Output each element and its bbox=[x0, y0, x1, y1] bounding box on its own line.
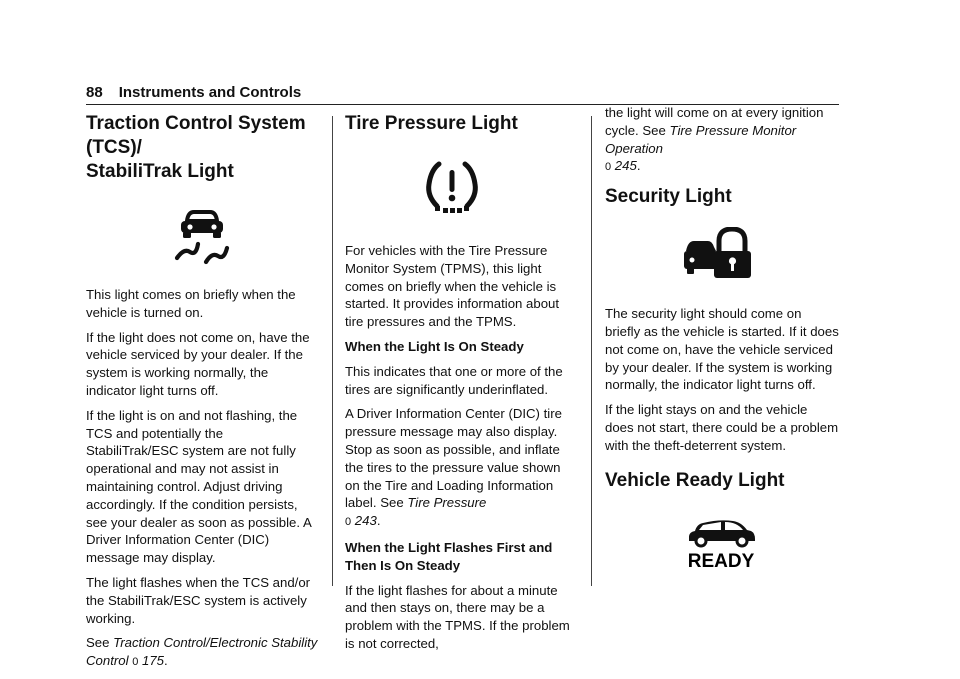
continued-paragraph bbox=[605, 104, 839, 177]
reference-page[interactable]: 175 bbox=[141, 653, 164, 669]
sentence-end: . bbox=[636, 158, 641, 174]
tcs-paragraph: If the light is on and not flashing, the TCS and potentially the StabiliTrak/ESC system are not fully operational and may not assist in maintaining control. Adjust driving accordingly. If the condition persists, see your dealer as soon as possible. A Driver Information Center (DIC) message may display. bbox=[86, 407, 312, 566]
security-paragraph: If the light stays on and the vehicle does not start, there could be a problem with the theft-deterrent system. bbox=[605, 402, 839, 453]
page-number: 88 bbox=[86, 84, 103, 101]
vehicle-ready-icon bbox=[685, 517, 757, 571]
page-ref-icon: 0 bbox=[345, 516, 352, 529]
ready-icon-label: READY bbox=[687, 550, 755, 571]
tcs-paragraph: This light comes on briefly when the vehicle is turned on. bbox=[86, 287, 296, 320]
tire-heading: Tire Pressure Light bbox=[345, 113, 518, 134]
tcs-heading-line1: Traction Control System (TCS)/ bbox=[86, 113, 306, 158]
tire-paragraph: This indicates that one or more of the tires are significantly underinflated. bbox=[345, 363, 563, 397]
column-divider bbox=[332, 116, 333, 586]
tcs-see-reference bbox=[86, 634, 318, 672]
page-header bbox=[86, 82, 839, 105]
tcs-heading-line2: StabiliTrak Light bbox=[86, 161, 234, 182]
security-lock-icon bbox=[684, 227, 752, 279]
tire-subheading: When the Light Flashes First and Then Is On Steady bbox=[345, 539, 553, 573]
security-heading: Security Light bbox=[605, 186, 732, 208]
tire-paragraph-with-ref bbox=[345, 405, 577, 532]
sentence-end: . bbox=[164, 653, 168, 669]
tire-text: A Driver Information Center (DIC) tire pressure message may also display. Stop as soon as possible, and inflate the tires to the pressure value shown on the Tire and Loading Information label. See bbox=[345, 406, 562, 511]
column-security bbox=[605, 105, 839, 571]
reference-link[interactable]: Traction Control/Electronic Stability Control bbox=[86, 635, 318, 669]
tire-paragraph: If the light flashes for about a minute and then stays on, there may be a problem with the TPMS. If the problem is not corrected, bbox=[345, 582, 570, 651]
reference-link[interactable]: Tire Pressure bbox=[407, 495, 487, 511]
page-ref-icon: 0 bbox=[132, 656, 139, 669]
page-ref-icon: 0 bbox=[605, 161, 612, 174]
continued-text: the light will come on at every ignition cycle. See bbox=[605, 105, 824, 138]
tire-subheading: When the Light Is On Steady bbox=[345, 338, 524, 354]
section-title: Instruments and Controls bbox=[118, 84, 302, 101]
tire-paragraph: For vehicles with the Tire Pressure Monitor System (TPMS), this light comes on briefly when the vehicle is started. It provides information about tire pressures and the TPMS. bbox=[345, 243, 560, 330]
tire-pressure-icon bbox=[423, 160, 481, 216]
reference-page[interactable]: 243 bbox=[354, 513, 377, 529]
reference-page[interactable]: 245 bbox=[614, 158, 637, 174]
security-paragraph: The security light should come on briefly as the vehicle is started. If it does not come on, have the vehicle serviced by your dealer. If the system is working normally, the indicator light turns off. bbox=[605, 306, 839, 393]
tcs-paragraph: The light flashes when the TCS and/or the StabiliTrak/ESC system is actively working. bbox=[86, 574, 311, 626]
column-tire-pressure bbox=[345, 112, 577, 660]
column-tcs bbox=[86, 112, 318, 679]
tcs-heading bbox=[86, 112, 318, 184]
tcs-paragraph: If the light does not come on, have the vehicle serviced by your dealer. If the system is working normally, the indicator light turns off. bbox=[86, 329, 310, 398]
traction-control-icon bbox=[172, 206, 232, 268]
column-divider bbox=[591, 116, 592, 586]
reference-link[interactable]: Tire Pressure Monitor Operation bbox=[605, 122, 797, 156]
sentence-end: . bbox=[376, 513, 381, 529]
ready-heading: Vehicle Ready Light bbox=[605, 469, 785, 491]
see-text: See bbox=[86, 635, 110, 651]
